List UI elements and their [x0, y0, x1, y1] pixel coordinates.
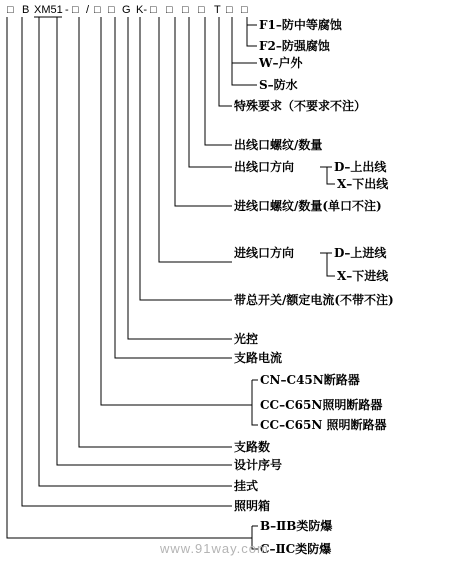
- label-f2: F2–防强腐蚀: [259, 39, 330, 53]
- label-light-ctrl: 光控: [234, 332, 259, 346]
- code-box-7: □: [182, 4, 189, 16]
- label-branch-current: 支路电流: [234, 351, 283, 365]
- code-box-2: □: [72, 4, 79, 16]
- label-out-d: D–上出线: [334, 160, 387, 174]
- label-box: 照明箱: [234, 499, 271, 513]
- label-s: S–防水: [259, 78, 298, 92]
- label-wall: 挂式: [234, 479, 259, 493]
- code-slash: /: [86, 4, 90, 16]
- label-cc2: CC–C65N 照明断路器: [260, 418, 387, 432]
- watermark: www.91way.com: [160, 541, 269, 556]
- code-box-5: □: [150, 4, 157, 16]
- code-box-8: □: [198, 4, 205, 16]
- model-code: [7, 4, 248, 16]
- code-t: T: [214, 4, 221, 16]
- label-b-exp: B–ⅡB类防爆: [260, 519, 333, 533]
- label-cn: CN–C45N断路器: [260, 373, 360, 387]
- label-in-d: D–上进线: [334, 246, 387, 260]
- label-cc1: CC–C65N照明断路器: [260, 398, 383, 412]
- code-box-10: □: [241, 4, 248, 16]
- label-out-dir: 出线口方向: [234, 160, 295, 174]
- code-box-1: □: [7, 4, 14, 16]
- label-in-dir: 进线口方向: [234, 246, 295, 260]
- label-design-no: 设计序号: [234, 458, 283, 472]
- label-out-thread: 出线口螺纹/数量: [234, 138, 323, 152]
- label-main-switch: 带总开关/额定电流(不带不注): [234, 293, 394, 307]
- code-b: B: [22, 4, 30, 16]
- label-w: W–户外: [259, 56, 303, 70]
- label-branch-count: 支路数: [234, 440, 271, 454]
- code-dash-1: -: [65, 4, 69, 16]
- code-k: K-: [136, 4, 147, 16]
- code-g: G: [122, 4, 131, 16]
- leader-lines: [7, 17, 335, 549]
- code-box-6: □: [166, 4, 173, 16]
- code-box-4: □: [108, 4, 115, 16]
- label-in-x: X–下进线: [337, 269, 389, 283]
- code-box-9: □: [226, 4, 233, 16]
- code-box-3: □: [94, 4, 101, 16]
- label-out-x: X–下出线: [337, 177, 389, 191]
- label-in-thread: 进线口螺纹/数量(单口不注): [234, 199, 382, 213]
- label-special: 特殊要求（不要求不注）: [234, 99, 367, 113]
- label-c-exp: C–ⅡC类防爆: [260, 542, 332, 556]
- code-xm51: XM51: [34, 4, 63, 16]
- label-f1: F1–防中等腐蚀: [259, 18, 342, 32]
